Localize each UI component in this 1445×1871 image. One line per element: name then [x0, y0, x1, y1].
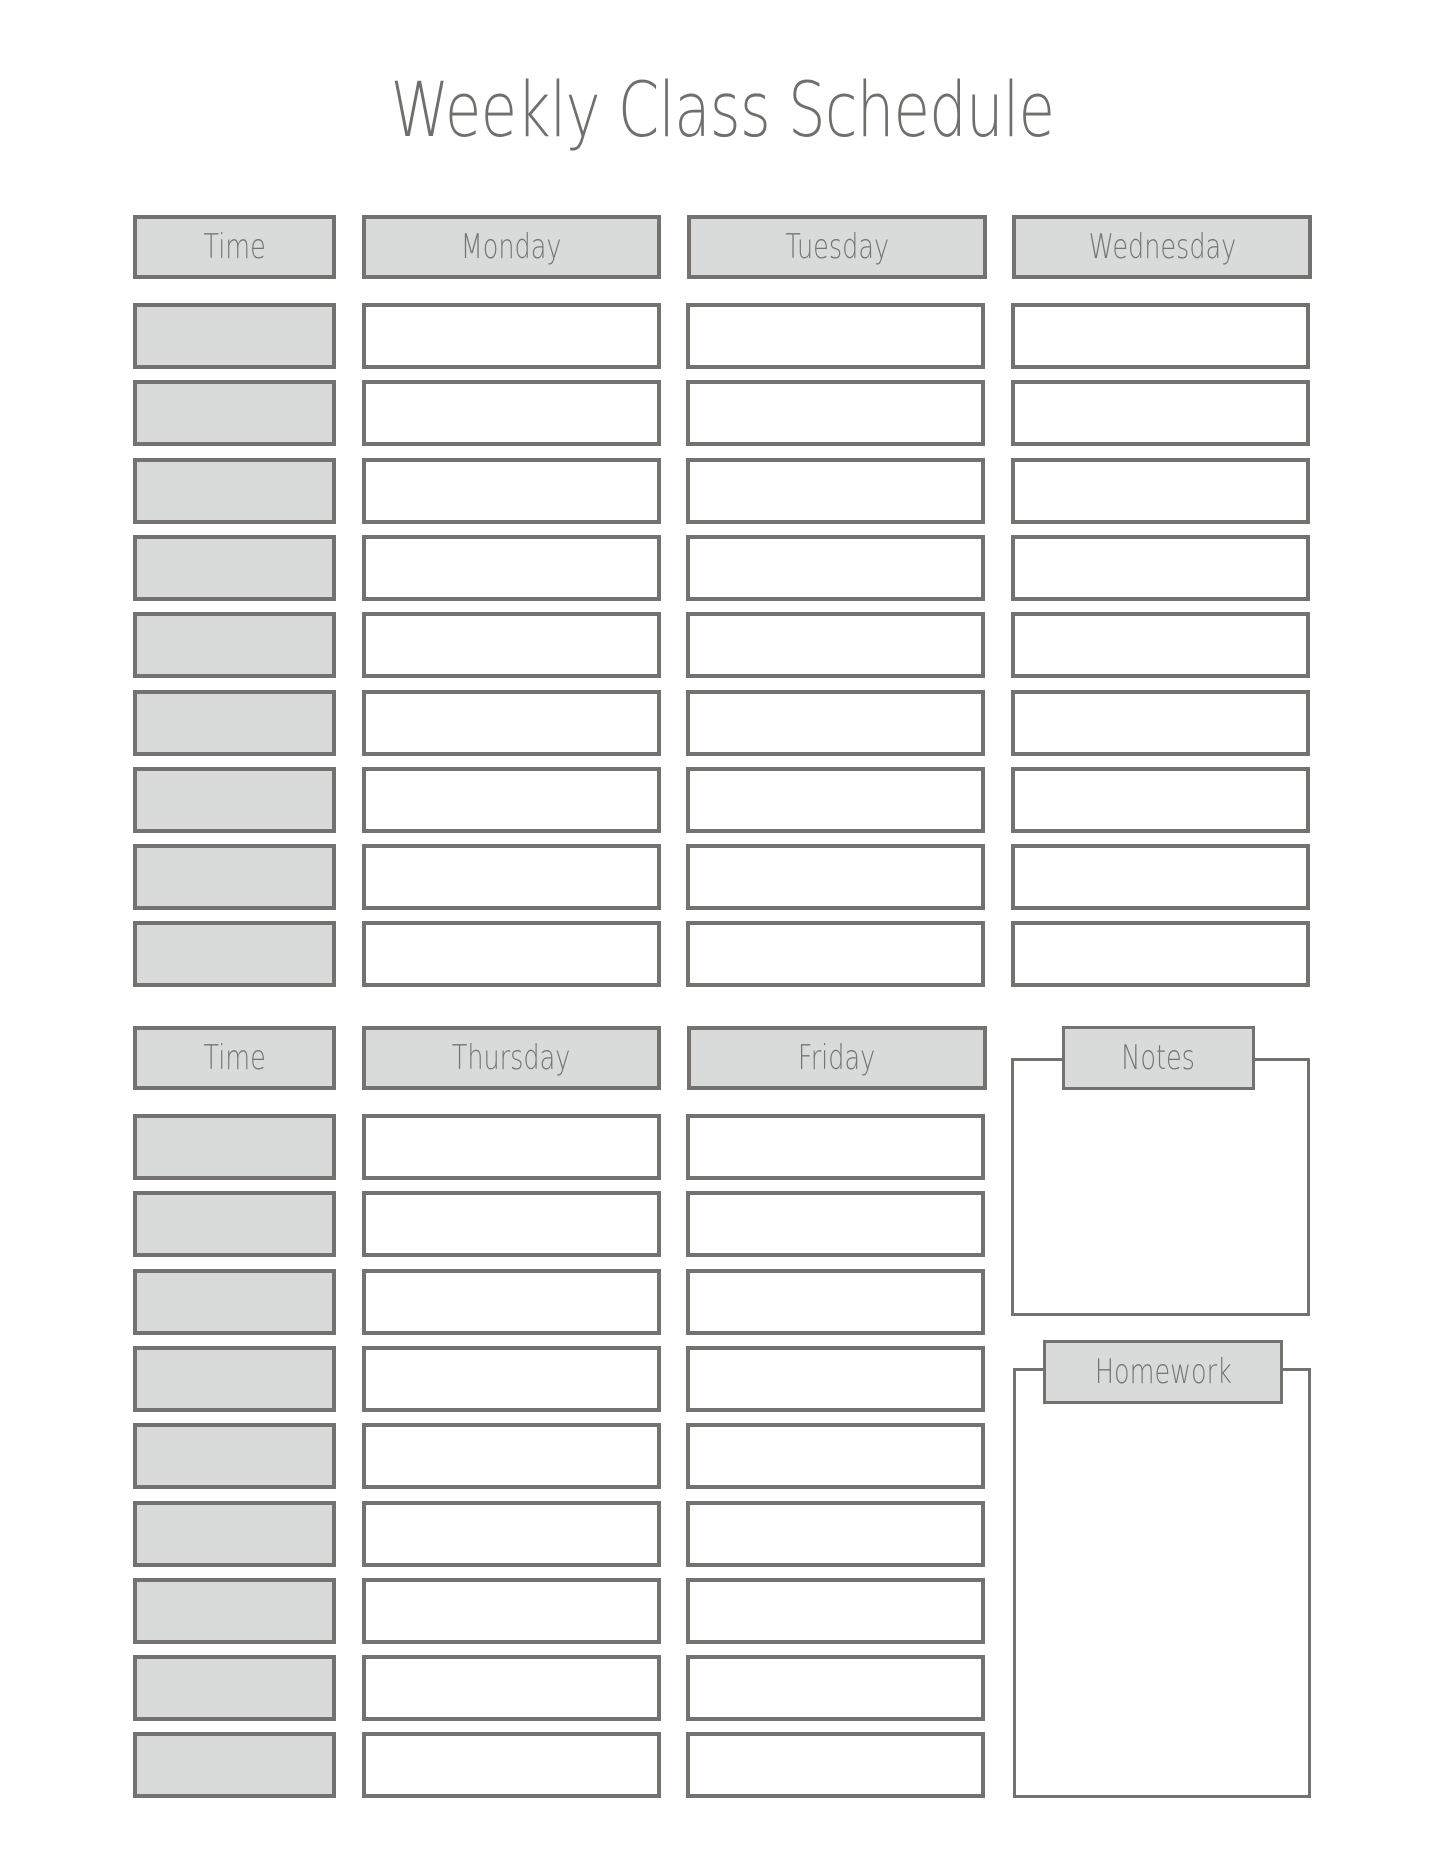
bottom-thursday-cell-row-9[interactable] — [362, 1732, 661, 1798]
bottom-time-cell-row-5[interactable] — [133, 1423, 336, 1489]
top-wednesday-cell-row-2[interactable] — [1011, 380, 1310, 446]
bottom-time-cell-row-3[interactable] — [133, 1269, 336, 1335]
bottom-friday-cell-row-3[interactable] — [686, 1269, 985, 1335]
bottom-time-cell-row-7[interactable] — [133, 1578, 336, 1644]
bottom-thursday-cell-row-2[interactable] — [362, 1191, 661, 1257]
page-title: Weekly Class Schedule — [390, 65, 1055, 154]
bottom-friday-cell-row-7[interactable] — [686, 1578, 985, 1644]
header-time-bottom — [133, 1026, 336, 1090]
header-time-bottom-label: Time — [203, 1038, 266, 1078]
top-tuesday-cell-row-4[interactable] — [686, 535, 985, 601]
header-time-top-label: Time — [203, 227, 266, 267]
top-time-cell-row-6[interactable] — [133, 690, 336, 756]
top-tuesday-cell-row-5[interactable] — [686, 612, 985, 678]
top-tuesday-cell-row-1[interactable] — [686, 303, 985, 369]
top-tuesday-cell-row-3[interactable] — [686, 458, 985, 524]
bottom-time-cell-row-4[interactable] — [133, 1346, 336, 1412]
top-monday-cell-row-7[interactable] — [362, 767, 661, 833]
header-friday-label: Friday — [798, 1038, 876, 1078]
notes-tab — [1062, 1026, 1255, 1090]
top-monday-cell-row-9[interactable] — [362, 921, 661, 987]
bottom-time-cell-row-1[interactable] — [133, 1114, 336, 1180]
top-tuesday-cell-row-9[interactable] — [686, 921, 985, 987]
bottom-thursday-cell-row-6[interactable] — [362, 1501, 661, 1567]
top-time-cell-row-5[interactable] — [133, 612, 336, 678]
top-monday-cell-row-2[interactable] — [362, 380, 661, 446]
top-monday-cell-row-6[interactable] — [362, 690, 661, 756]
top-tuesday-cell-row-6[interactable] — [686, 690, 985, 756]
bottom-friday-cell-row-6[interactable] — [686, 1501, 985, 1567]
bottom-thursday-cell-row-5[interactable] — [362, 1423, 661, 1489]
top-tuesday-cell-row-2[interactable] — [686, 380, 985, 446]
header-tuesday-label: Tuesday — [785, 227, 889, 267]
top-time-cell-row-9[interactable] — [133, 921, 336, 987]
header-thursday-label: Thursday — [452, 1038, 571, 1078]
top-monday-cell-row-8[interactable] — [362, 844, 661, 910]
bottom-friday-cell-row-4[interactable] — [686, 1346, 985, 1412]
header-thursday — [362, 1026, 661, 1090]
top-time-cell-row-1[interactable] — [133, 303, 336, 369]
header-wednesday-label: Wednesday — [1088, 227, 1236, 267]
bottom-friday-cell-row-8[interactable] — [686, 1655, 985, 1721]
top-wednesday-cell-row-7[interactable] — [1011, 767, 1310, 833]
top-tuesday-cell-row-8[interactable] — [686, 844, 985, 910]
bottom-time-cell-row-2[interactable] — [133, 1191, 336, 1257]
bottom-friday-cell-row-1[interactable] — [686, 1114, 985, 1180]
top-time-cell-row-8[interactable] — [133, 844, 336, 910]
top-time-cell-row-2[interactable] — [133, 380, 336, 446]
bottom-thursday-cell-row-8[interactable] — [362, 1655, 661, 1721]
top-wednesday-cell-row-1[interactable] — [1011, 303, 1310, 369]
top-time-cell-row-7[interactable] — [133, 767, 336, 833]
top-monday-cell-row-1[interactable] — [362, 303, 661, 369]
bottom-friday-cell-row-5[interactable] — [686, 1423, 985, 1489]
header-wednesday — [1012, 215, 1312, 279]
top-wednesday-cell-row-4[interactable] — [1011, 535, 1310, 601]
top-time-cell-row-4[interactable] — [133, 535, 336, 601]
bottom-time-cell-row-6[interactable] — [133, 1501, 336, 1567]
header-tuesday — [687, 215, 987, 279]
bottom-thursday-cell-row-4[interactable] — [362, 1346, 661, 1412]
top-wednesday-cell-row-6[interactable] — [1011, 690, 1310, 756]
header-monday — [362, 215, 661, 279]
bottom-time-cell-row-9[interactable] — [133, 1732, 336, 1798]
bottom-thursday-cell-row-7[interactable] — [362, 1578, 661, 1644]
notes-label: Notes — [1121, 1038, 1196, 1078]
homework-area[interactable] — [1013, 1368, 1311, 1798]
bottom-time-cell-row-8[interactable] — [133, 1655, 336, 1721]
header-friday — [687, 1026, 987, 1090]
top-wednesday-cell-row-9[interactable] — [1011, 921, 1310, 987]
header-monday-label: Monday — [461, 227, 562, 267]
top-wednesday-cell-row-5[interactable] — [1011, 612, 1310, 678]
bottom-thursday-cell-row-3[interactable] — [362, 1269, 661, 1335]
top-wednesday-cell-row-3[interactable] — [1011, 458, 1310, 524]
bottom-thursday-cell-row-1[interactable] — [362, 1114, 661, 1180]
homework-tab — [1043, 1340, 1283, 1404]
notes-area[interactable] — [1011, 1058, 1310, 1316]
bottom-friday-cell-row-2[interactable] — [686, 1191, 985, 1257]
top-monday-cell-row-3[interactable] — [362, 458, 661, 524]
top-time-cell-row-3[interactable] — [133, 458, 336, 524]
top-monday-cell-row-4[interactable] — [362, 535, 661, 601]
top-tuesday-cell-row-7[interactable] — [686, 767, 985, 833]
header-time-top — [133, 215, 336, 279]
top-wednesday-cell-row-8[interactable] — [1011, 844, 1310, 910]
top-monday-cell-row-5[interactable] — [362, 612, 661, 678]
bottom-friday-cell-row-9[interactable] — [686, 1732, 985, 1798]
homework-label: Homework — [1094, 1352, 1232, 1392]
